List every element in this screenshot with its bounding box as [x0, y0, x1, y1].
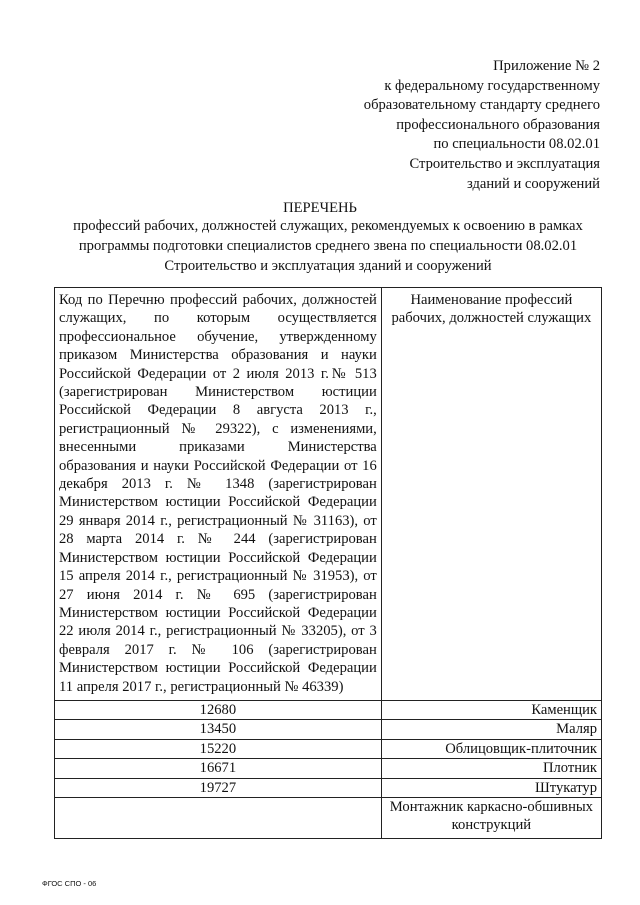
appendix-line: профессионального образования — [396, 116, 600, 133]
appendix-line: Приложение № 2 — [493, 58, 600, 74]
code-cell: 13450 — [55, 720, 382, 739]
table-row — [55, 797, 602, 838]
appendix-line: Строительство и эксплуатация — [409, 155, 600, 172]
name-cell: Монтажник каркасно-обшивных конструкций — [381, 797, 601, 838]
code-cell: 15220 — [55, 739, 382, 758]
professions-table — [54, 287, 602, 839]
appendix-line: зданий и сооружений — [466, 175, 600, 192]
footer-label: ФГОС СПО - 06 — [42, 879, 97, 888]
table-row — [55, 720, 602, 739]
header-code-cell: Код по Перечню профессий рабочих, должностей служащих, по которым осуществляется профессиональное обучение, утвержденному приказом Министерства образования и науки Российской Федерации от 2 июля 2013 г.№ 513 (зарегистрирован Министерством юстиции Российской Федерации 8 августа 2013 г., регистрационный № 29322), с изменениями, внесенными приказами Министерства образования и науки Российской Федерации от 16 декабря 2013 г. № 1348 (зарегистрирован Министерством юстиции Российской Федерации 29 января 2014 г., регистрационный № 31163), от 28 марта 2014 г. № 244 (зарегистрирован Министерством юстиции Российской Федерации 15 апреля 2014 г., регистрационный № 31953), от 27 июня 2014 г. № 695 (зарегистрирован Министерством юстиции Российской Федерации 22 июля 2014 г., регистрационный № 33205), от 3 февраля 2017 г. № 106 (зарегистрирован Министерством юстиции Российской Федерации 11 апреля 2017 г., регистрационный № 46339) — [55, 288, 382, 701]
name-cell: Штукатур — [381, 778, 601, 797]
table-row — [55, 759, 602, 778]
name-cell: Каменщик — [381, 700, 601, 719]
appendix-line: по специальности 08.02.01 — [433, 136, 600, 153]
header-name-cell: Наименование профессий рабочих, должностей служащих — [381, 288, 601, 701]
table-row — [55, 739, 602, 758]
name-cell: Маляр — [381, 720, 601, 739]
table-row — [55, 700, 602, 719]
code-cell: 12680 — [55, 700, 382, 719]
name-cell: Облицовщик-плиточник — [381, 739, 601, 758]
code-cell: 16671 — [55, 759, 382, 778]
appendix-line: образовательному стандарту среднего — [363, 97, 600, 114]
table-header-row — [55, 288, 602, 701]
name-cell: Плотник — [381, 759, 601, 778]
appendix-block — [364, 57, 600, 194]
code-cell — [55, 797, 382, 838]
appendix-line: к федеральному государственному — [384, 77, 600, 94]
table-row — [55, 778, 602, 797]
page-title: ПЕРЕЧЕНЬ — [283, 200, 357, 216]
page-subtitle: профессий рабочих, должностей служащих, рекомендуемых к освоению в рамках программы подготовки специалистов среднего звена по специальности 08.02.01 Строительство и эксплуатация зданий и сооружений — [73, 218, 583, 274]
code-cell: 19727 — [55, 778, 382, 797]
